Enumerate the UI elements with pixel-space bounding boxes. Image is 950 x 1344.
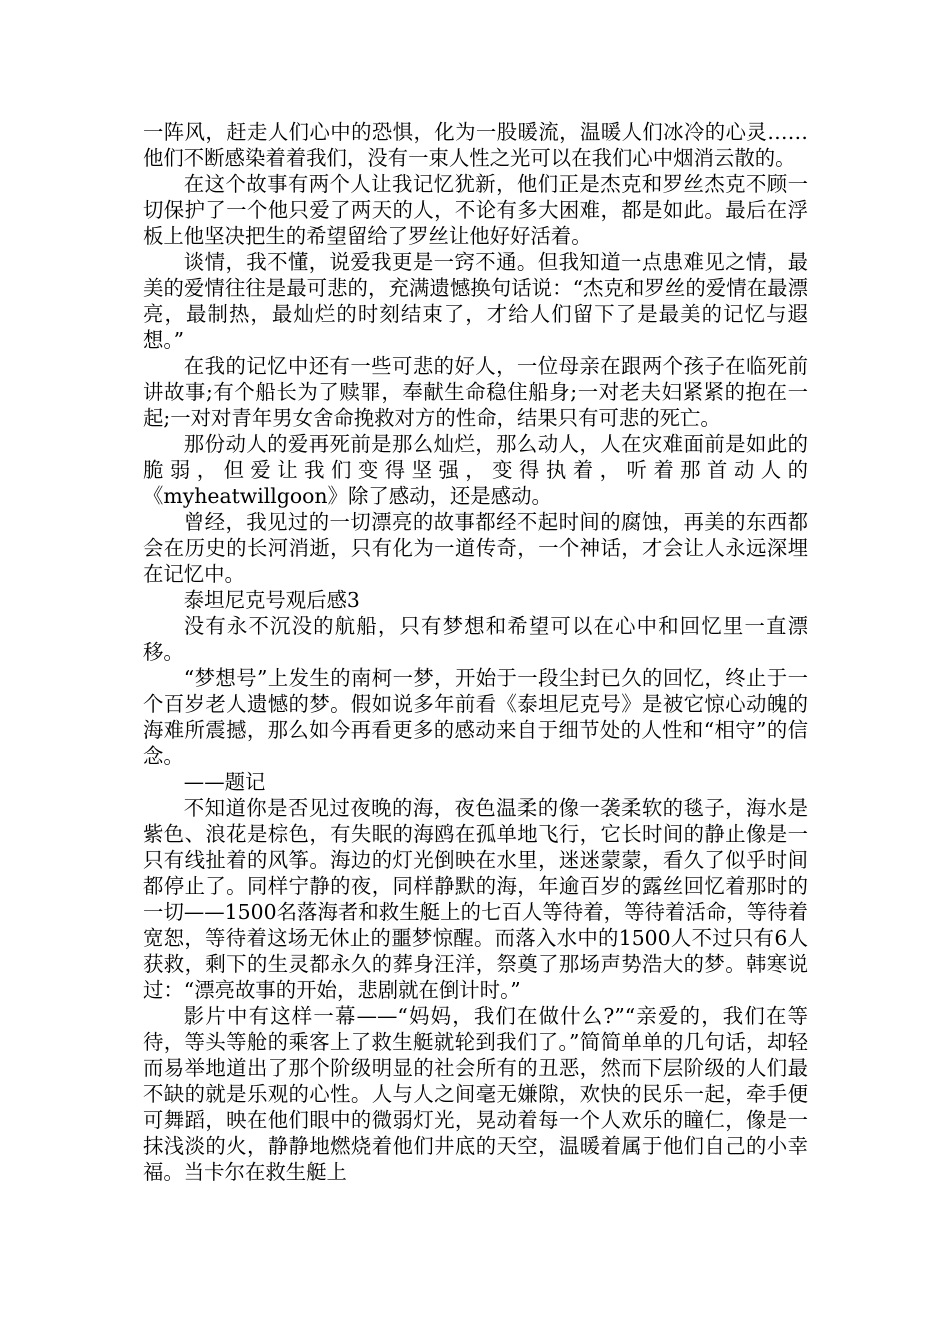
body-paragraph-3: 谈情，我不懂，说爱我更是一窍不通。但我知道一点患难见之情，最美的爱情往往是最可悲的，充满遗憾换句话说：“杰克和罗丝的爱情在最漂亮，最制热，最灿烂的时刻结束了，才给人们留下了是最美的记忆与遐想。” (143, 250, 808, 352)
body-paragraph-2: 在这个故事有两个人让我记忆犹新，他们正是杰克和罗丝杰克不顾一切保护了一个他只爱了两天的人，不论有多大困难，都是如此。最后在浮板上他坚决把生的希望留给了罗丝让他好好活着。 (143, 172, 808, 248)
section-heading: 泰坦尼克号观后感3 (183, 588, 360, 612)
body-paragraph-7: 没有永不沉没的航船，只有梦想和希望可以在心中和回忆里一直漂移。 (143, 614, 808, 664)
document-page (143, 119, 808, 1185)
body-paragraph-5: 那份动人的爱再死前是那么灿烂，那么动人，人在灾难面前是如此的脆弱，但爱让我们变得坚强，变得执着，听着那首动人的《myheatwillgoon》除了感动，还是感动。 (143, 432, 808, 508)
epigraph-label: ——题记 (183, 770, 266, 794)
body-paragraph-8: “梦想号”上发生的南柯一梦，开始于一段尘封已久的回忆，终止于一个百岁老人遗憾的梦。假如说多年前看《泰坦尼克号》是被它惊心动魄的海难所震撼，那么如今再看更多的感动来自于细节处的人性和“相守”的信念。 (143, 666, 808, 768)
body-paragraph-9: 不知道你是否见过夜晚的海，夜色温柔的像一袭柔软的毯子，海水是紫色、浪花是棕色，有失眠的海鸥在孤单地飞行，它长时间的静止像是一只有线扯着的风筝。海边的灯光倒映在水里，迷迷蒙蒙，看久了似乎时间都停止了。同样宁静的夜，同样静默的海，年逾百岁的露丝回忆着那时的一切——1500名落海者和救生艇上的七百人等待着，等待着活命，等待着宽恕，等待着这场无休止的噩梦惊醒。而落入水中的1500人不过只有6人获救，剩下的生灵都永久的葬身汪洋，祭奠了那场声势浩大的梦。韩寒说过：“漂亮故事的开始，悲剧就在倒计时。” (143, 796, 808, 1002)
body-paragraph-6: 曾经，我见过的一切漂亮的故事都经不起时间的腐蚀，再美的东西都会在历史的长河消逝，只有化为一道传奇，一个神话，才会让人永远深埋在记忆中。 (143, 510, 808, 586)
body-paragraph-10: 影片中有这样一幕——“妈妈，我们在做什么?”“亲爱的，我们在等待，等头等舱的乘客上了救生艇就轮到我们了。”简简单单的几句话，却轻而易举地道出了那个阶级明显的社会所有的丑恶，然而下层阶级的人们最不缺的就是乐观的心性。人与人之间毫无嫌隙，欢快的民乐一起，牵手便可舞蹈，映在他们眼中的微弱灯光，晃动着每一个人欢乐的瞳仁，像是一抹浅淡的火，静静地燃烧着他们井底的天空，温暖着属于他们自己的小幸福。当卡尔在救生艇上 (143, 1004, 808, 1184)
body-paragraph-1: 一阵风，赶走人们心中的恐惧，化为一股暖流，温暖人们冰冷的心灵……他们不断感染着着我们，没有一束人性之光可以在我们心中烟消云散的。 (143, 120, 808, 170)
body-paragraph-4: 在我的记忆中还有一些可悲的好人，一位母亲在跟两个孩子在临死前讲故事;有个船长为了赎罪，奉献生命稳住船身;一对老夫妇紧紧的抱在一起;一对对青年男女舍命挽救对方的性命，结果只有可悲的死亡。 (143, 354, 808, 430)
